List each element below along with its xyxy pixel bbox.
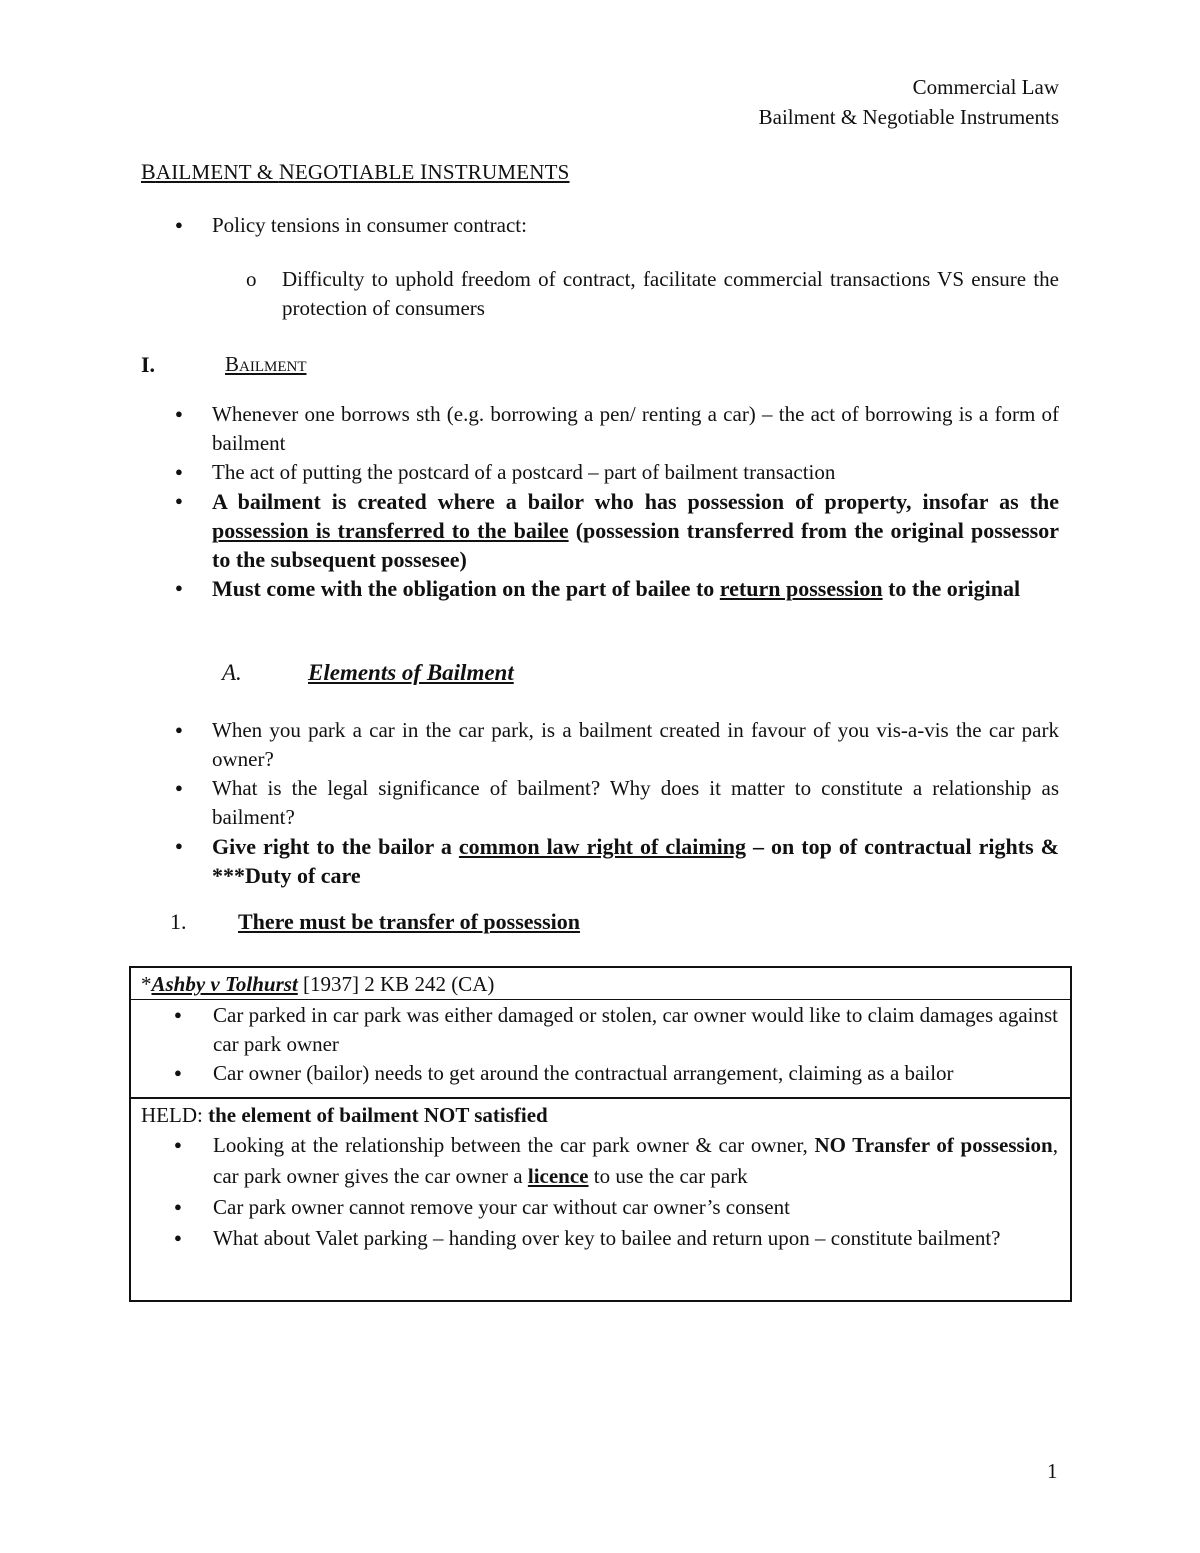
list-item: ● Policy tensions in consumer contract:	[175, 211, 1059, 240]
page-number: 1	[1047, 1459, 1058, 1483]
facts-list	[174, 1001, 1058, 1088]
list-item: ● The act of putting the postcard of a postcard – part of bailment transaction	[175, 458, 1059, 487]
case-held-row	[131, 1099, 1070, 1300]
held-list	[174, 1130, 1058, 1254]
intro-sublist	[246, 265, 1059, 323]
list-item: ● Car owner (bailor) needs to get around the contractual arrangement, claiming as a bailor	[174, 1059, 1058, 1088]
list-item: ● Car parked in car park was either damaged or stolen, car owner would like to claim damages against car park owner	[174, 1001, 1058, 1059]
case-table	[129, 966, 1072, 1302]
intro-list	[175, 211, 1059, 240]
case-facts-row	[131, 999, 1070, 1099]
held-line: HELD: the element of bailment NOT satisfied	[141, 1103, 548, 1127]
header-course: Commercial Law	[912, 75, 1059, 99]
numbered-heading-title: There must be transfer of possession	[238, 909, 581, 934]
list-item: o Difficulty to uphold freedom of contract, facilitate commercial transactions VS ensure the protection of consumers	[246, 265, 1059, 323]
list-item: ● What is the legal significance of bailment? Why does it matter to constitute a relationship as bailment?	[175, 774, 1059, 832]
list-item: ● Whenever one borrows sth (e.g. borrowing a pen/ renting a car) – the act of borrowing is a form of bailment	[175, 400, 1059, 458]
list-item: ● Car park owner cannot remove your car without car owner’s consent	[174, 1192, 1058, 1223]
list-item: ● Must come with the obligation on the part of bailee to return possession to the original	[175, 574, 1059, 603]
list-item: ● What about Valet parking – handing over key to bailee and return upon – constitute bailment?	[174, 1223, 1058, 1254]
section-title: Bailment	[225, 352, 307, 376]
bailment-list	[175, 400, 1059, 603]
list-item: ● When you park a car in the car park, is a bailment created in favour of you vis-a-vis the car park owner?	[175, 716, 1059, 774]
numbered-heading-number: 1.	[170, 909, 187, 934]
document-title: BAILMENT & NEGOTIABLE INSTRUMENTS	[141, 159, 570, 184]
list-item: ● Give right to the bailor a common law right of claiming – on top of contractual rights & ***Duty of care	[175, 832, 1059, 890]
list-item: ● Looking at the relationship between the car park owner & car owner, NO Transfer of possession, car park owner gives the car owner a licence to use the car park	[174, 1130, 1058, 1192]
case-title: *Ashby v Tolhurst [1937] 2 KB 242 (CA)	[141, 972, 495, 996]
subsection-title: Elements of Bailment	[308, 660, 514, 685]
running-header	[759, 72, 1059, 132]
elements-list	[175, 716, 1059, 890]
section-number: I.	[141, 352, 156, 377]
case-title-row	[131, 968, 1070, 1000]
list-item: ● A bailment is created where a bailor who has possession of property, insofar as the possession is transferred to the bailee (possession transferred from the original possessor to the subsequent possesee)	[175, 487, 1059, 574]
header-topic: Bailment & Negotiable Instruments	[758, 105, 1059, 129]
subsection-letter: A.	[222, 660, 242, 685]
